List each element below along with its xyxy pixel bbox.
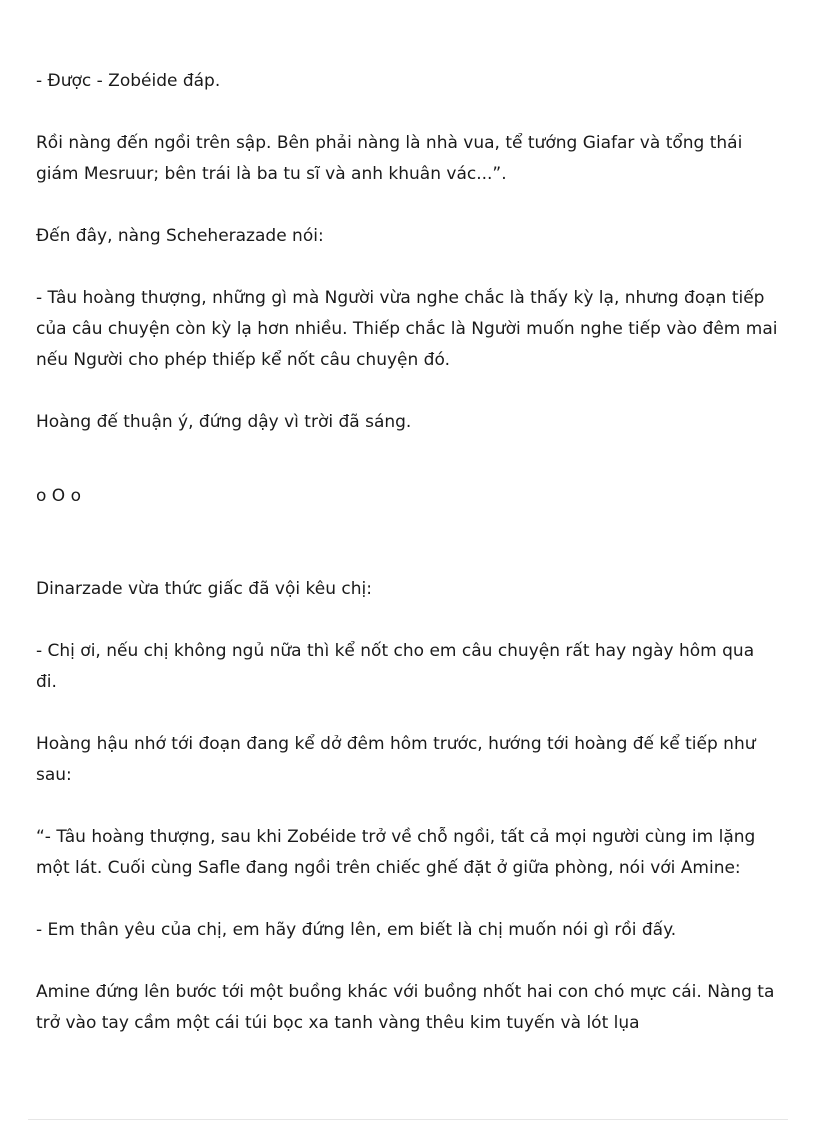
paragraph: - Chị ơi, nếu chị không ngủ nữa thì kể nốt cho em câu chuyện rất hay ngày hôm qua đi. [36,641,755,692]
paragraph: Dinarzade vừa thức giấc đã vội kêu chị: [36,579,372,599]
paragraph: - Được - Zobéide đáp. [36,71,221,91]
paragraph: - Em thân yêu của chị, em hãy đứng lên, em biết là chị muốn nói gì rồi đấy. [36,920,677,940]
paragraph: - Tâu hoàng thượng, những gì mà Người vừa nghe chắc là thấy kỳ lạ, nhưng đoạn tiếp của câu chuyện còn kỳ lạ hơn nhiều. Thiếp chắc là Người muốn nghe tiếp vào đêm mai nếu Người cho phép thiếp kể nốt câu chuyện đó. [36,288,778,370]
page-bottom-rule [28,1119,788,1120]
paragraph: Hoàng hậu nhớ tới đoạn đang kể dở đêm hôm trước, hướng tới hoàng đế kể tiếp như sau: [36,734,756,785]
paragraph: Đến đây, nàng Scheherazade nói: [36,226,324,246]
section-separator: o O o [36,486,81,506]
document-page [36,66,780,1070]
paragraph: Rồi nàng đến ngồi trên sập. Bên phải nàng là nhà vua, tể tướng Giafar và tổng thái giám Mesruur; bên trái là ba tu sĩ và anh khuân vác...”. [36,133,743,184]
spacer [36,512,780,574]
paragraph: Hoàng đế thuận ý, đứng dậy vì trời đã sáng. [36,412,412,432]
paragraph: “- Tâu hoàng thượng, sau khi Zobéide trở về chỗ ngồi, tất cả mọi người cùng im lặng một lát. Cuối cùng Safle đang ngồi trên chiếc ghế đặt ở giữa phòng, nói với Amine: [36,827,756,878]
spacer [36,469,780,481]
paragraph: Amine đứng lên bước tới một buồng khác với buồng nhốt hai con chó mực cái. Nàng ta trở vào tay cầm một cái túi bọc xa tanh vàng thêu kim tuyến và lót lụa [36,982,775,1033]
